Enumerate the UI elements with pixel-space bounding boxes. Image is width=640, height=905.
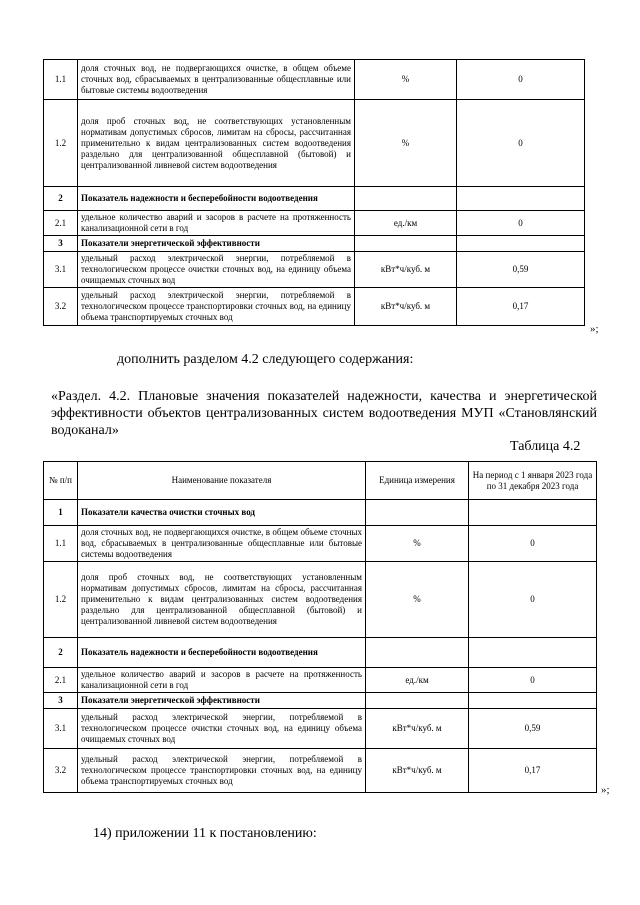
row-number: 1: [44, 500, 78, 526]
planned-value: [469, 638, 597, 668]
indicator-name: Показатели энергетической эффективности: [78, 236, 355, 252]
row-number: 1.2: [44, 562, 78, 638]
row-number: 3.1: [44, 709, 78, 749]
indicator-name: Показатели энергетической эффективности: [78, 693, 366, 709]
table-row: [44, 288, 585, 326]
unit-of-measure: ед./км: [366, 668, 469, 693]
header-unit: Единица измерения: [366, 462, 469, 500]
table-closing-quote: »;: [590, 323, 599, 335]
unit-of-measure: %: [355, 100, 457, 187]
indicator-name: доля сточных вод, не подвергающихся очистке, в общем объеме сточных вод, сбрасываемых в централизованные общесплавные или бытовые системы водоотведения: [78, 60, 355, 100]
table-row: [44, 693, 597, 709]
table-row: [44, 187, 585, 211]
table-row: [44, 749, 597, 793]
row-number: 3: [44, 693, 78, 709]
unit-of-measure: кВт*ч/куб. м: [366, 749, 469, 793]
row-number: 2: [44, 638, 78, 668]
row-number: 2.1: [44, 211, 78, 236]
table-row: [44, 252, 585, 288]
planned-value: 0,59: [457, 252, 585, 288]
row-number: 2: [44, 187, 78, 211]
section-title: «Раздел. 4.2. Плановые значения показателей надежности, качества и энергетической эффективности объектов централизованных систем водоотведения МУП «Становлянский водоканал»: [51, 389, 597, 438]
indicators-table-continuation: [43, 59, 585, 326]
planned-value: [457, 187, 585, 211]
unit-of-measure: [355, 236, 457, 252]
row-number: 3.2: [44, 288, 78, 326]
unit-of-measure: кВт*ч/куб. м: [355, 288, 457, 326]
indicator-name: доля проб сточных вод, не соответствующих установленным нормативам допустимых сбросов, лимитам на сбросы, рассчитанная применительно к видам централизованных систем водоотведения раздельно для централизованной общесплавной (бытовой) и централизованной ливневой систем водоотведения: [78, 100, 355, 187]
table-row: [44, 562, 597, 638]
unit-of-measure: [366, 693, 469, 709]
indicator-name: удельное количество аварий и засоров в расчете на протяженность канализационной сети в год: [78, 668, 366, 693]
header-period: На период с 1 января 2023 года по 31 декабря 2023 года: [469, 462, 597, 500]
row-number: 3.1: [44, 252, 78, 288]
unit-of-measure: [366, 638, 469, 668]
unit-of-measure: %: [355, 60, 457, 100]
indicator-name: удельный расход электрической энергии, потребляемой в технологическом процессе очистки сточных вод, на единицу объема очищаемых сточных вод: [78, 709, 366, 749]
indicator-name: Показатели качества очистки сточных вод: [78, 500, 366, 526]
supplement-instruction: дополнить разделом 4.2 следующего содержания:: [117, 352, 414, 367]
planned-value: [457, 236, 585, 252]
row-number: 3.2: [44, 749, 78, 793]
table-row: [44, 709, 597, 749]
unit-of-measure: кВт*ч/куб. м: [366, 709, 469, 749]
planned-value: 0: [469, 668, 597, 693]
unit-of-measure: кВт*ч/куб. м: [355, 252, 457, 288]
row-number: 1.2: [44, 100, 78, 187]
indicator-name: удельный расход электрической энергии, потребляемой в технологическом процессе транспортировки сточных вод, на единицу объема транспортируемых сточных вод: [78, 288, 355, 326]
indicator-name: Показатель надежности и бесперебойности водоотведения: [78, 187, 355, 211]
table-row: [44, 638, 597, 668]
table-4-2: [43, 461, 597, 793]
row-number: 3: [44, 236, 78, 252]
unit-of-measure: [366, 500, 469, 526]
indicator-name: доля сточных вод, не подвергающихся очистке, в общем объеме сточных вод, сбрасываемых в централизованные общесплавные или бытовые системы водоотведения: [78, 526, 366, 562]
unit-of-measure: %: [366, 562, 469, 638]
unit-of-measure: ед./км: [355, 211, 457, 236]
indicator-name: удельный расход электрической энергии, потребляемой в технологическом процессе транспортировки сточных вод, на единицу объема транспортируемых сточных вод: [78, 749, 366, 793]
row-number: 2.1: [44, 668, 78, 693]
planned-value: 0: [457, 211, 585, 236]
table-row: [44, 500, 597, 526]
indicator-name: удельное количество аварий и засоров в расчете на протяженность канализационной сети в год: [78, 211, 355, 236]
planned-value: 0,17: [469, 749, 597, 793]
table-row: [44, 236, 585, 252]
header-name: Наименование показателя: [78, 462, 366, 500]
planned-value: 0: [457, 100, 585, 187]
row-number: 1.1: [44, 526, 78, 562]
table-closing-quote: »;: [601, 784, 610, 796]
indicator-name: удельный расход электрической энергии, потребляемой в технологическом процессе очистки сточных вод, на единицу объема очищаемых сточных вод: [78, 252, 355, 288]
table-row: [44, 211, 585, 236]
planned-value: [469, 693, 597, 709]
unit-of-measure: %: [366, 526, 469, 562]
header-num: № п/п: [44, 462, 78, 500]
planned-value: 0: [457, 60, 585, 100]
table-row: [44, 526, 597, 562]
unit-of-measure: [355, 187, 457, 211]
table-row: [44, 100, 585, 187]
planned-value: [469, 500, 597, 526]
planned-value: 0,17: [457, 288, 585, 326]
indicator-name: Показатель надежности и бесперебойности водоотведения: [78, 638, 366, 668]
planned-value: 0: [469, 526, 597, 562]
planned-value: 0,59: [469, 709, 597, 749]
item-14: 14) приложении 11 к постановлению:: [93, 826, 317, 841]
table-row: [44, 60, 585, 100]
row-number: 1.1: [44, 60, 78, 100]
table-caption: Таблица 4.2: [510, 439, 581, 454]
planned-value: 0: [469, 562, 597, 638]
indicator-name: доля проб сточных вод, не соответствующих установленным нормативам допустимых сбросов, лимитам на сбросы, рассчитанная применительно к видам централизованных систем водоотведения раздельно для централизованной общесплавной (бытовой) и централизованной ливневой систем водоотведения: [78, 562, 366, 638]
table-row: [44, 668, 597, 693]
